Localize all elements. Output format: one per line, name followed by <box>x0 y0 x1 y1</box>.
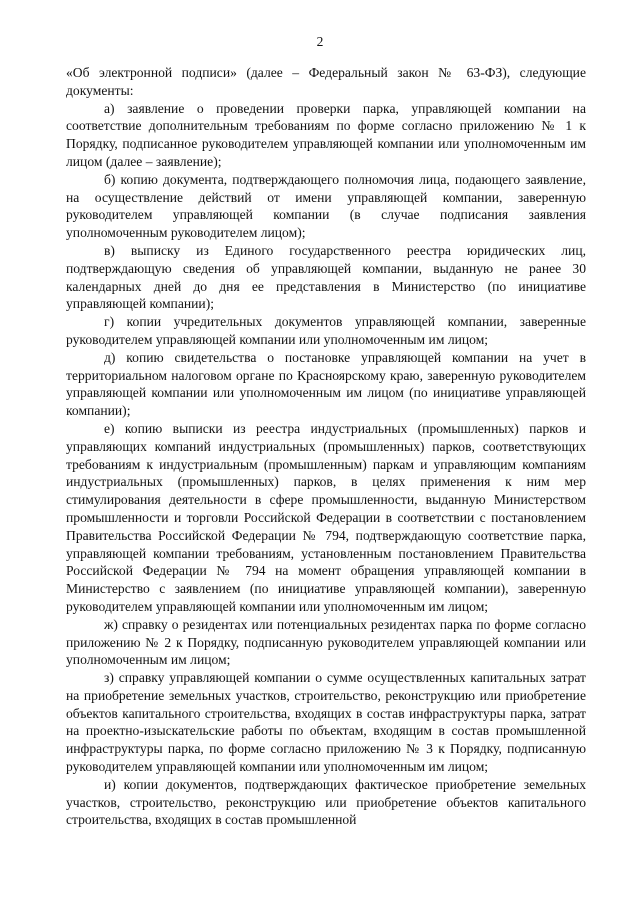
item-a-paragraph: а) заявление о проведении проверки парка, управляющей компании на соответствие дополнительным требованиям по форме согласно приложению № 1 к Порядку, подписанное руководителем управляющей компании или уполномоченным им лицом (далее – заявление); <box>66 100 586 169</box>
item-b-paragraph: б) копию документа, подтверждающего полномочия лица, подающего заявление, на осуществление действий от имени управляющей компании, заверенную руководителем управляющей компании (в случае подписания заявления уполномоченным руководителем лицом); <box>66 171 586 241</box>
item-i-paragraph: и) копии документов, подтверждающих фактическое приобретение земельных участков, строительство, реконструкцию или приобретение объектов капитального строительства, входящих в состав промышленной <box>66 776 586 828</box>
item-d-paragraph: д) копию свидетельства о постановке управляющей компании на учет в территориальном налоговом органе по Красноярскому краю, заверенную руководителем управляющей компании или уполномоченным им лицом (по инициативе управляющей компании); <box>66 349 586 419</box>
item-e-paragraph: е) копию выписки из реестра индустриальных (промышленных) парков и управляющих компаний индустриальных (промышленных) парков, соответствующих требованиям к индустриальным (промышленным) паркам и управляющим компаниям индустриальных (промышленных) парков, в целях применения к ним мер стимулирования деятельности в сфере промышленности, выданную Министерством промышленности и торговли Российской Федерации в соответствии с постановлением Правительства Российской Федерации № 794, подтверждающую соответствие парка, управляющей компании требованиям, установленным постановлением Правительства Российской Федерации № 794 на момент обращения управляющей компании в Министерство с заявлением (по инициативе управляющей компании), заверенную руководителем управляющей компании или уполномоченным им лицом; <box>66 420 586 614</box>
page-number: 2 <box>316 34 324 49</box>
intro-paragraph: «Об электронной подписи» (далее – Федеральный закон № 63-ФЗ), следующие документы: <box>66 65 586 98</box>
item-g-paragraph: г) копии учредительных документов управляющей компании, заверенные руководителем управляющей компании или уполномоченным им лицом; <box>66 314 586 347</box>
document-body <box>66 64 586 829</box>
item-v-paragraph: в) выписку из Единого государственного реестра юридических лиц, подтверждающую сведения об управляющей компании, выданную не ранее 30 календарных дней до дня ее представления в Министерство (по инициативе управляющей компании); <box>66 242 586 312</box>
item-zh-paragraph: ж) справку о резидентах или потенциальных резидентах парка по форме согласно приложению № 2 к Порядку, подписанную руководителем управляющей компании или уполномоченным им лицом; <box>66 616 586 668</box>
item-z-paragraph: з) справку управляющей компании о сумме осуществленных капитальных затрат на приобретение земельных участков, строительство, реконструкцию или приобретение объектов капитального строительства, входящих в состав инфраструктуры парка, затрат на проектно-изыскательские работы по объектам, входящим в состав промышленной инфраструктуры парка, по форме согласно приложению № 3 к Порядку, подписанную руководителем управляющей компании или уполномоченным им лицом; <box>66 670 586 775</box>
